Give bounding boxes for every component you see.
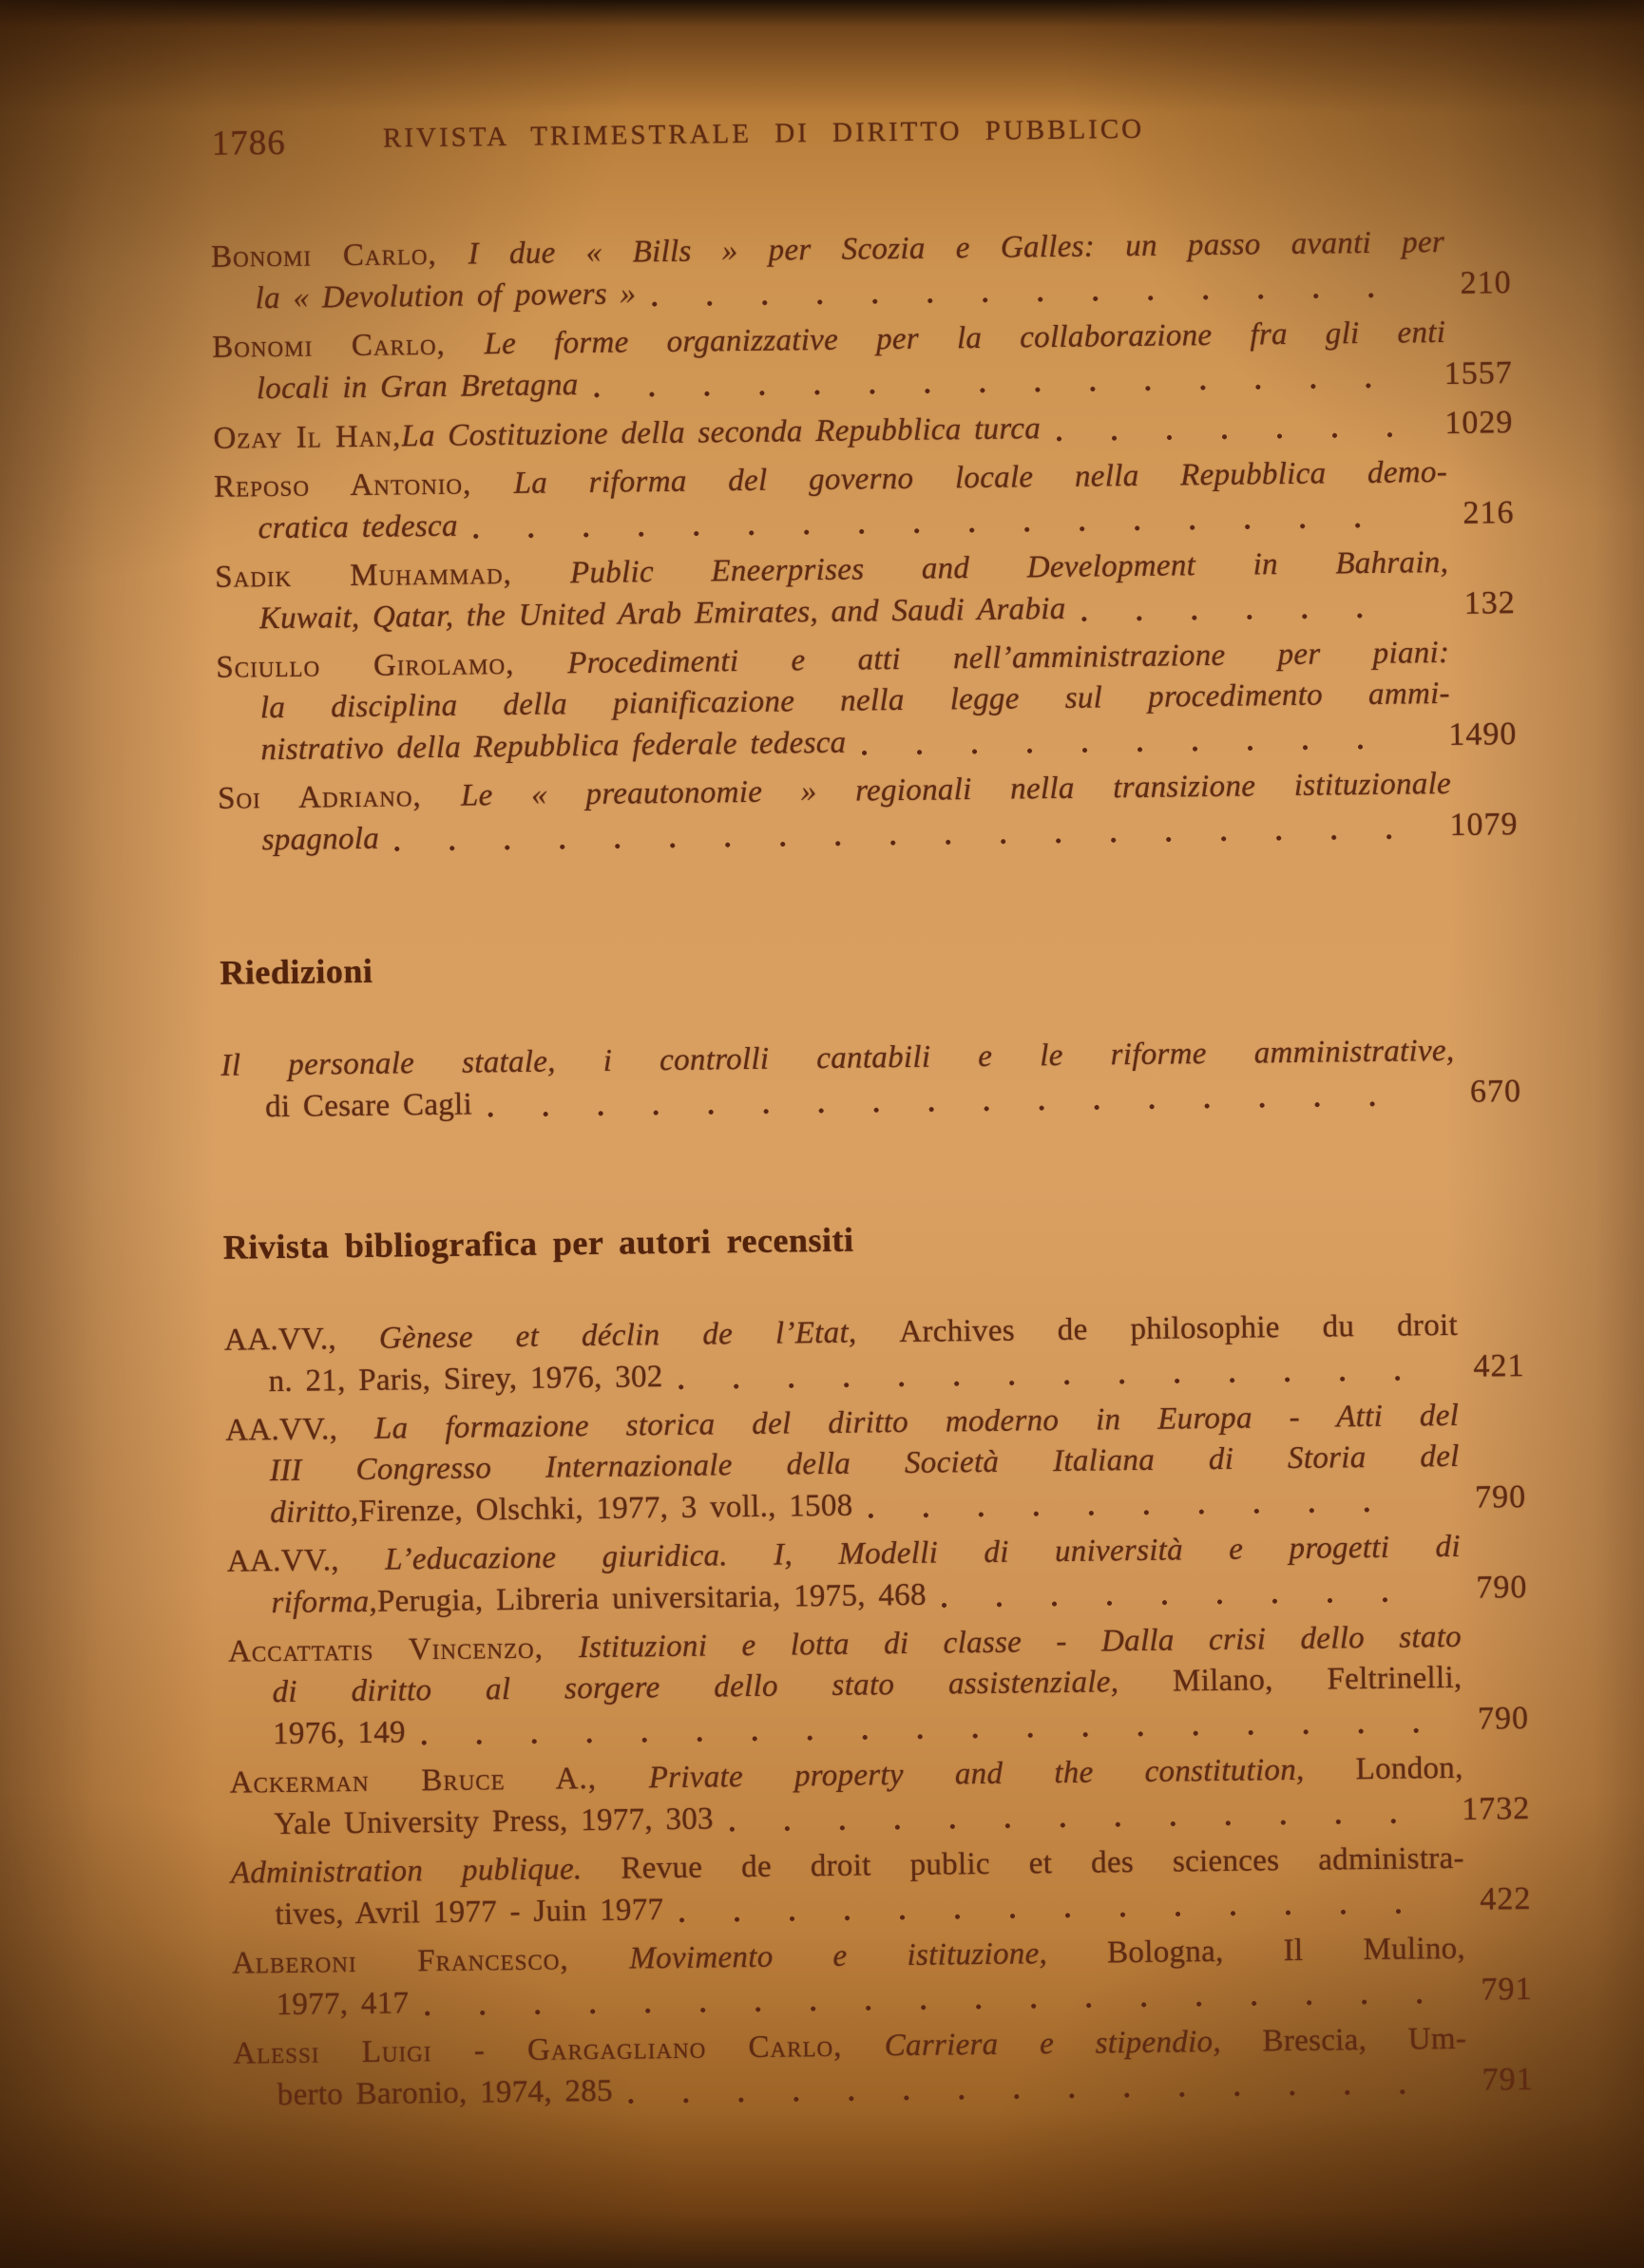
entry-page-ref: 670 [1469, 1074, 1522, 1110]
plain-text: tives, Avril 1977 - Juin 1977 [275, 1893, 664, 1933]
index-entry [211, 221, 1512, 320]
work-title: Private property and the constitution, [648, 1752, 1356, 1796]
index-entry [227, 1526, 1528, 1625]
work-title: nistrativo della Repubblica federale tedesca [260, 725, 847, 768]
plain-text: Perugia, Libreria universitaria, 1975, 468 [376, 1577, 927, 1619]
author-name: Bonomi Carlo, [212, 327, 485, 365]
entry-page-ref: 790 [1474, 1478, 1527, 1515]
index-entry [212, 312, 1513, 410]
page-header [0, 103, 1634, 172]
entry-page-ref: 210 [1460, 265, 1512, 301]
plain-text: Brescia, Um- [1262, 2021, 1467, 2059]
dot-leader [862, 1477, 1418, 1526]
work-title: di diritto al sorgere dello stato assistenziale, [272, 1664, 1174, 1710]
index-entry [214, 451, 1515, 550]
index-entry [220, 1030, 1521, 1129]
work-title: Administration publique. [230, 1851, 621, 1891]
plain-text: berto Baronio, 1974, 285 [277, 2073, 614, 2113]
plain-text: AA.VV., [226, 1542, 386, 1579]
entry-page-ref: 1079 [1449, 807, 1519, 843]
index-entry [215, 542, 1516, 640]
dot-leader [1075, 583, 1407, 629]
plain-text: n. 21, Paris, Sirey, 1976, 302 [268, 1360, 663, 1400]
work-title: Gènese et déclin de l’Etat, [378, 1315, 900, 1356]
work-title: spagnola [261, 821, 380, 858]
work-title: La formazione storica del diritto moderno in Europa - Atti del [373, 1398, 1460, 1446]
work-title: Istituzioni e lotta di classe - Dalla crisi dello stato [578, 1619, 1462, 1666]
plain-text: AA.VV., [223, 1321, 380, 1358]
plain-text: Milano, Feltrinelli, [1172, 1660, 1462, 1699]
index-entry [230, 1747, 1531, 1846]
index-entries [211, 221, 1534, 2117]
section-heading: Riedizioni [220, 951, 373, 992]
author-name: Sadik Muhammad, [215, 556, 571, 595]
work-title: La Costituzione della seconda Repubblica turca [401, 411, 1042, 454]
entry-page-ref: 1557 [1443, 355, 1513, 391]
entry-page-ref: 132 [1463, 585, 1516, 621]
entry-page-ref: 1732 [1461, 1790, 1531, 1827]
page-number-folio: 1786 [211, 123, 286, 163]
index-entry [232, 1928, 1533, 2027]
entry-page-ref: 421 [1473, 1347, 1525, 1384]
entry-line [213, 402, 1513, 460]
work-title: Le « preautonomie » regionali nella transizione istituzionale [460, 766, 1452, 813]
index-entry [228, 1616, 1529, 1756]
author-name: Soi Adriano, [217, 778, 462, 816]
dot-leader [723, 1789, 1423, 1839]
entry-page-ref: 791 [1481, 1971, 1533, 2008]
work-title: la « Devolution of powers » [255, 276, 637, 316]
index-entry [233, 2018, 1534, 2117]
index-entry [216, 632, 1517, 772]
entry-page-ref: 790 [1476, 1569, 1528, 1606]
plain-text: 1976, 149 [272, 1715, 407, 1752]
plain-text: 1977, 417 [276, 1986, 410, 2023]
work-title: cratica tedesca [258, 508, 459, 546]
work-title: Procedimenti e atti nell’amministrazione per piani: [566, 635, 1450, 681]
author-name: Bonomi Carlo, [210, 237, 468, 275]
work-title: diritto, [270, 1494, 359, 1531]
entry-page-ref: 791 [1482, 2061, 1534, 2098]
work-title: I due « Bills » per Scozia e Galles: un passo avanti per [468, 224, 1445, 272]
index-entry [213, 402, 1513, 460]
entry-page-ref: 216 [1462, 495, 1515, 531]
author-name: Accattatis Vincenzo, [227, 1630, 580, 1669]
entry-page-ref: 422 [1480, 1880, 1532, 1917]
author-name: Ackerman Bruce A., [229, 1761, 649, 1801]
work-title: Carriera e stipendio, [884, 2024, 1263, 2064]
section-heading: Rivista bibliografica per autori recensiti [222, 1220, 854, 1267]
index-entry [225, 1395, 1526, 1534]
author-name: Sciullo Girolamo, [216, 646, 568, 685]
work-title: Il personale statale, i controlli cantabili e le riforme amministrative, [220, 1033, 1455, 1083]
dot-leader [672, 1346, 1416, 1398]
work-title: Public Eneerprises and Development in Bahrain, [569, 544, 1449, 591]
plain-text: AA.VV., [225, 1411, 375, 1448]
plain-text: Revue de droit public et des sciences administra- [621, 1840, 1465, 1886]
dot-leader [673, 1879, 1424, 1931]
work-title: la disciplina della pianificazione nella legge sul procedimento ammi- [259, 676, 1451, 726]
plain-text: London, [1355, 1750, 1463, 1787]
dot-leader [622, 2060, 1425, 2111]
dot-leader [855, 715, 1408, 763]
dot-leader [645, 263, 1404, 314]
work-title: riforma, [271, 1584, 378, 1621]
entry-page-ref: 1029 [1444, 405, 1514, 441]
plain-text: di Cesare Cagli [264, 1087, 473, 1125]
work-title: Le forme organizzative per la collaborazione fra gli enti [484, 314, 1446, 362]
dot-leader [935, 1568, 1419, 1615]
plain-text: Yale University Press, 1977, 303 [274, 1801, 715, 1842]
entry-page-ref: 1490 [1448, 716, 1518, 753]
index-entry [224, 1305, 1525, 1403]
index-entry [231, 1838, 1532, 1936]
work-title: L’educazione giuridica. I, Modelli di università e progetti di [384, 1529, 1462, 1577]
work-title: La riforma del governo locale nella Repubblica demo- [513, 454, 1448, 501]
plain-text: Firenze, Olschki, 1977, 3 voll., 1508 [358, 1488, 853, 1529]
dot-leader [1050, 403, 1405, 449]
work-title: Movimento e istituzione, [629, 1935, 1108, 1976]
author-name: Ozay Il Han, [213, 419, 402, 456]
author-name: Alberoni Francesco, [231, 1941, 630, 1981]
author-name: Reposo Antonio, [213, 466, 514, 505]
work-title: locali in Gran Bretagna [256, 368, 579, 407]
index-entry [218, 763, 1519, 862]
plain-text: Bologna, Il Mulino, [1106, 1931, 1466, 1971]
work-title: Kuwait, Qatar, the United Arab Emirates, and Saudi Arabia [258, 591, 1066, 637]
entry-page-ref: 790 [1477, 1700, 1530, 1737]
author-name: Alessi Luigi - Gargagliano Carlo, [233, 2029, 885, 2071]
work-title: III Congresso Internazionale della Società Italiana di Storia del [269, 1439, 1460, 1489]
plain-text: Archives de philosophie du droit [899, 1307, 1459, 1350]
dot-leader [587, 353, 1405, 405]
running-head: RIVISTA TRIMESTRALE DI DIRITTO PUBBLICO [382, 113, 1145, 154]
